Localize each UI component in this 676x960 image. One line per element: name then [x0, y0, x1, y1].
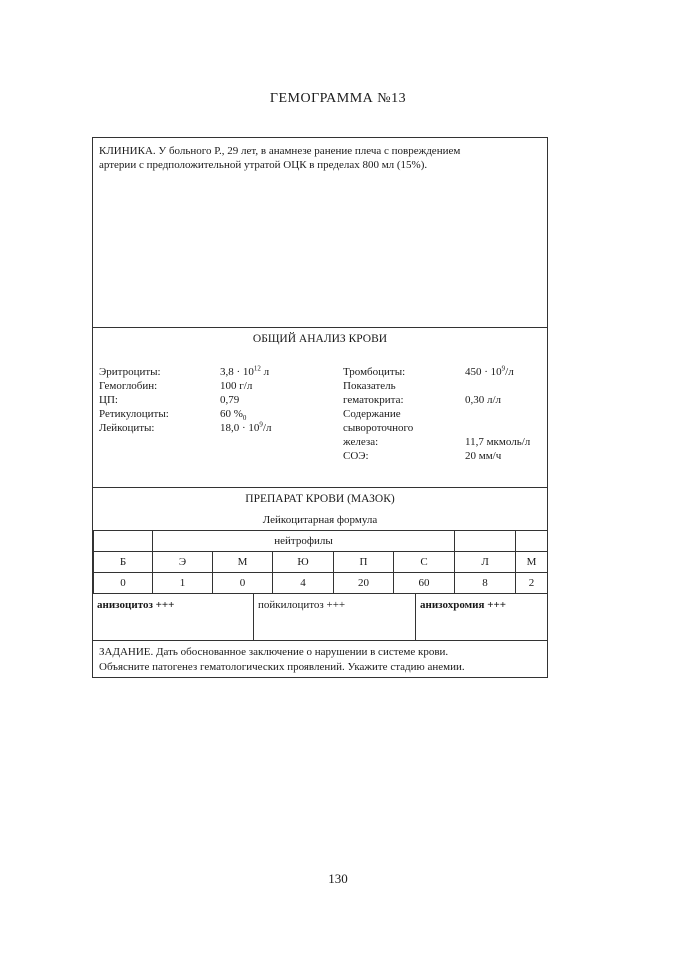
task-section: [93, 641, 547, 675]
esr-label: СОЭ:: [343, 450, 369, 462]
leukocytes-value: $18,0 \cdot 10^9/л$: [220, 420, 272, 434]
reticulocytes-value: 60 $\%_0$: [220, 408, 247, 423]
cell-type-header-row: [94, 552, 548, 573]
myelocytes-header: М: [213, 552, 273, 573]
segmented-neutrophils-header: С: [394, 552, 455, 573]
esr-value: 20 мм/ч: [465, 450, 502, 462]
neutrophils-row: [94, 531, 548, 552]
myelocytes-value: 0: [213, 573, 273, 594]
eosinophils-header: Э: [153, 552, 213, 573]
serum-iron-label-line-1: Содержание: [343, 408, 401, 420]
task-text-line-1: ЗАДАНИЕ. Дать обоснованное заключение о нарушении в системе крови.: [99, 646, 449, 658]
empty-cell: [455, 531, 516, 552]
leukocytes-label: Лейкоциты:: [99, 422, 155, 434]
basophils-value: 0: [94, 573, 153, 594]
leukocyte-formula-title: Лейкоцитарная формула: [262, 514, 378, 526]
color-index-label: ЦП:: [99, 394, 118, 406]
segmented-neutrophils-value: 60: [394, 573, 455, 594]
erythrocyte-morphology-row: [93, 594, 547, 641]
hematocrit-label-line-2: гематокрита:: [343, 394, 404, 406]
blood-analysis-section: [93, 328, 547, 488]
monocytes-value: 2: [516, 573, 548, 594]
cell-count-row: [94, 573, 548, 594]
monocytes-header: М: [516, 552, 548, 573]
metamyelocytes-header: Ю: [273, 552, 334, 573]
empty-cell: [516, 531, 548, 552]
hematocrit-label-line-1: Показатель: [343, 380, 396, 392]
page-number: 130: [328, 871, 348, 886]
anisochromia-cell: анизохромия +++: [420, 599, 507, 611]
serum-iron-value: 11,7 мкмоль/л: [465, 436, 531, 448]
hemoglobin-value: 100 г/л: [220, 380, 253, 392]
task-text-line-2: Объясните патогенез гематологических проявлений. Укажите стадию анемии.: [99, 661, 465, 673]
smear-title: ПРЕПАРАТ КРОВИ (МАЗОК): [245, 493, 395, 505]
serum-iron-label-line-2: сывороточного: [343, 422, 414, 434]
hemogram-card: [92, 137, 548, 678]
clinic-text-line-2: артерии с предположительной утратой ОЦК в пределах 800 мл (15%).: [99, 159, 428, 171]
platelets-label: Тромбоциты:: [343, 366, 406, 378]
eosinophils-value: 1: [153, 573, 213, 594]
poikilocytosis-cell: пойкилоцитоз +++: [254, 594, 416, 641]
blood-analysis-title: ОБЩИЙ АНАЛИЗ КРОВИ: [252, 333, 388, 345]
empty-cell: [94, 531, 153, 552]
reticulocytes-label: Ретикулоциты:: [99, 408, 169, 420]
page-title: ГЕМОГРАММА №13: [269, 91, 407, 106]
serum-iron-label-line-3: железа:: [343, 436, 379, 448]
basophils-header: Б: [94, 552, 153, 573]
clinic-text-line-1: КЛИНИКА. У больного Р., 29 лет, в анамнезе ранение плеча с повреждением: [99, 145, 461, 157]
clinic-section: [93, 138, 547, 328]
band-neutrophils-header: П: [334, 552, 394, 573]
lymphocytes-header: Л: [455, 552, 516, 573]
platelets-value: $450 \cdot 10^9/л$: [465, 364, 514, 378]
lymphocytes-value: 8: [455, 573, 516, 594]
metamyelocytes-value: 4: [273, 573, 334, 594]
neutrophils-header: нейтрофилы: [153, 531, 455, 552]
erythrocytes-label: Эритроциты:: [99, 366, 161, 378]
hematocrit-value: 0,30 л/л: [465, 394, 502, 406]
hemoglobin-label: Гемоглобин:: [99, 380, 158, 392]
leukocyte-formula-table: [93, 530, 548, 594]
anisocytosis-cell: анизоцитоз +++: [93, 594, 254, 641]
erythrocytes-value: $3,8 \cdot 10^{12}$ л: [220, 364, 270, 378]
color-index-value: 0,79: [220, 394, 240, 406]
band-neutrophils-value: 20: [334, 573, 394, 594]
